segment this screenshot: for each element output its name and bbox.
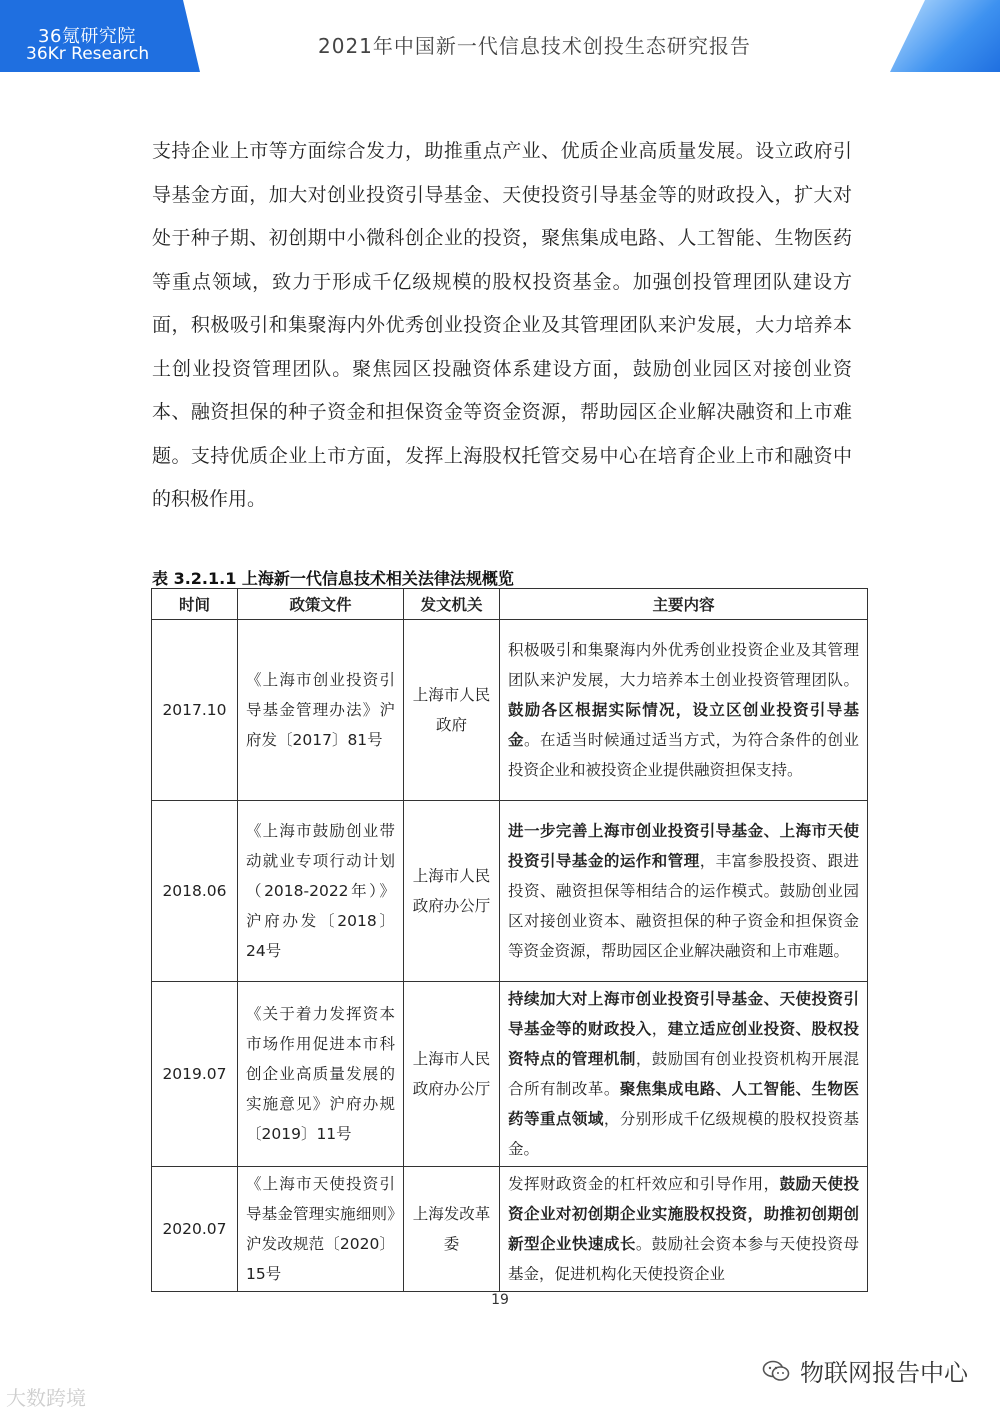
header-doc: 政策文件 <box>238 589 404 620</box>
header-time: 时间 <box>152 589 238 620</box>
cell-content <box>500 620 868 801</box>
corner-decoration <box>890 0 1000 72</box>
cell-time: 2017.10 <box>152 620 238 801</box>
page-number: 19 <box>491 1292 509 1308</box>
body-paragraph: 支持企业上市等方面综合发力，助推重点产业、优质企业高质量发展。设立政府引导基金方面，加大对创业投资引导基金、天使投资引导基金等的财政投入，扩大对处于种子期、初创期中小微科创企业的投资，聚焦集成电路、人工智能、生物医药等重点领域，致力于形成千亿级规模的股权投资基金。加强创投管理团队建设方面，积极吸引和集聚海内外优秀创业投资企业及其管理团队来沪发展，大力培养本土创业投资管理团队。聚焦园区投融资体系建设方面，鼓励创业园区对接创业资本、融资担保的种子资金和担保资金等资金资源，帮助园区企业解决融资和上市难题。支持优质企业上市方面，发挥上海股权托管交易中心在培育企业上市和融资中的积极作用。 <box>152 140 852 510</box>
table-caption: 表 3.2.1.1 上海新一代信息技术相关法律法规概览 <box>152 569 514 588</box>
cell-doc: 《上海市创业投资引导基金管理办法》沪府发〔2017〕81号 <box>238 620 404 801</box>
cell-content <box>500 1167 868 1292</box>
content-segment: ，鼓励国有创业投资机构开展混合所有制改革。 <box>508 1050 859 1098</box>
content-segment: 发挥财政资金的杠杆效应和引导作用， <box>508 1175 780 1193</box>
cell-time: 2019.07 <box>152 982 238 1167</box>
cell-org: 上海市人民政府 <box>404 620 500 801</box>
content-segment: ，分别形成千亿级规模的股权投资基金。 <box>508 1110 859 1158</box>
cell-doc: 《上海市鼓励创业带动就业专项行动计划（2018-2022年）》沪府办发〔2018〕24号 <box>238 801 404 982</box>
table-header-row <box>152 589 868 620</box>
report-title: 2021年中国新一代信息技术创投生态研究报告 <box>318 34 751 58</box>
cell-org: 上海市人民政府办公厅 <box>404 801 500 982</box>
content-segment: ， <box>651 1020 668 1038</box>
watermark-right-text: 物联网报告中心 <box>800 1359 968 1387</box>
content-segment: ，丰富参股投资、跟进投资、融资担保等相结合的运作模式。鼓励创业园区对接创业资本、融资担保的种子资金和担保资金等资金资源，帮助园区企业解决融资和上市难题。 <box>508 852 859 960</box>
table-row <box>152 801 868 982</box>
cell-doc: 《上海市天使投资引导基金管理实施细则》沪发改规范〔2020〕15号 <box>238 1167 404 1292</box>
content-segment: 。在适当时候通过适当方式，为符合条件的创业投资企业和被投资企业提供融资担保支持。 <box>508 731 859 779</box>
watermark-right <box>762 1353 968 1388</box>
logo-text-cn: 36氪研究院 <box>38 26 136 47</box>
wechat-icon <box>762 1360 790 1382</box>
cell-org: 上海市人民政府办公厅 <box>404 982 500 1167</box>
content-segment-bold: 聚焦集成电路、人工智能、生物医药等重点领域 <box>508 1080 859 1128</box>
content-segment: 。鼓励社会资本参与天使投资母基金，促进机构化天使投资企业 <box>508 1235 859 1283</box>
content-segment-bold: 鼓励天使投资企业对初创期企业实施股权投资，助推初创期创新型企业快速成长 <box>508 1175 859 1253</box>
cell-time: 2018.06 <box>152 801 238 982</box>
cell-doc: 《关于着力发挥资本市场作用促进本市科创企业高质量发展的实施意见》沪府办规〔2019〕11号 <box>238 982 404 1167</box>
header-content: 主要内容 <box>500 589 868 620</box>
cell-org: 上海发改革委 <box>404 1167 500 1292</box>
policy-table <box>151 588 868 1292</box>
content-segment: 积极吸引和集聚海内外优秀创业投资企业及其管理团队来沪发展，大力培养本土创业投资管理团队。 <box>508 641 859 689</box>
logo-text-en: 36Kr Research <box>26 44 150 64</box>
table-row <box>152 1167 868 1292</box>
content-segment-bold: 进一步完善上海市创业投资引导基金、上海市天使投资引导基金的运作和管理 <box>508 822 859 870</box>
table-row <box>152 982 868 1167</box>
watermark-left: 大数跨境 <box>6 1386 86 1410</box>
content-segment-bold: 建立适应创业投资、股权投资特点的管理机制 <box>508 1020 859 1068</box>
table-row <box>152 620 868 801</box>
cell-time: 2020.07 <box>152 1167 238 1292</box>
content-segment-bold: 持续加大对上海市创业投资引导基金、天使投资引导基金等的财政投入 <box>508 990 859 1038</box>
cell-content <box>500 982 868 1167</box>
header-org: 发文机关 <box>404 589 500 620</box>
content-segment-bold: 鼓励各区根据实际情况，设立区创业投资引导基金 <box>508 701 859 749</box>
cell-content <box>500 801 868 982</box>
